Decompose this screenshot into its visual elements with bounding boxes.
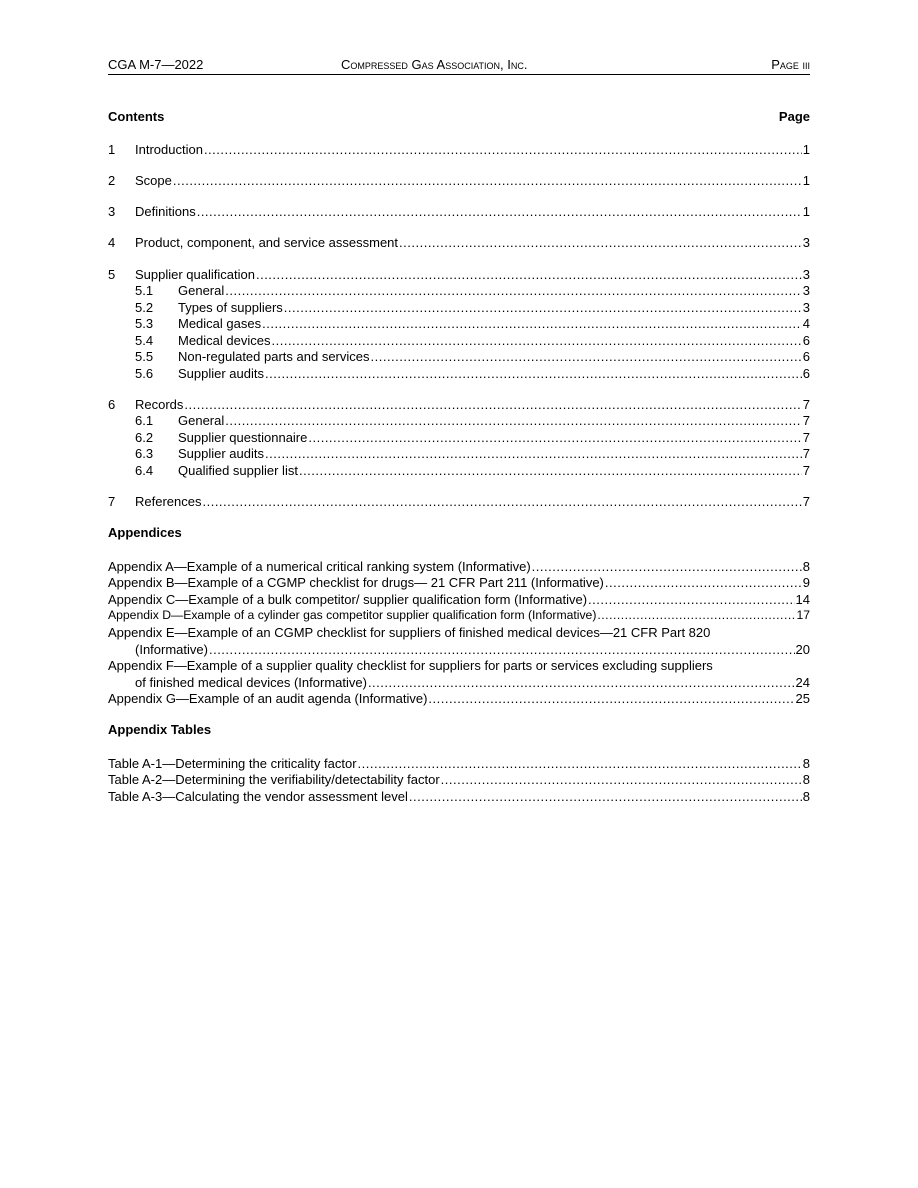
- toc-entry-page: 3: [802, 235, 810, 250]
- toc-entry[interactable]: [108, 348, 810, 365]
- toc-entry-number: 5: [108, 267, 116, 282]
- toc-entry-page: 7: [802, 397, 810, 412]
- dot-leader: [184, 396, 801, 413]
- toc-entry-number: 5.4: [135, 333, 154, 348]
- toc-entry[interactable]: [108, 771, 810, 788]
- dot-leader: [532, 558, 802, 575]
- toc-entry[interactable]: [108, 641, 810, 658]
- toc-entry-page: 7: [802, 413, 810, 428]
- toc-entry-title: Product, component, and service assessment: [135, 235, 399, 250]
- toc-entry-number: 5.5: [135, 349, 154, 364]
- toc-entry-title: Appendix G—Example of an audit agenda (Informative): [108, 691, 428, 706]
- toc-entry-number: 5.2: [135, 300, 154, 315]
- dot-leader: [225, 412, 802, 429]
- contents-title: Contents: [108, 109, 165, 124]
- toc-entry[interactable]: [108, 462, 810, 479]
- toc-entry-title: Types of suppliers: [178, 300, 283, 315]
- dot-leader: [399, 234, 802, 251]
- toc-entry-title: Medical gases: [178, 316, 262, 331]
- toc-entry[interactable]: [108, 315, 810, 332]
- page-column-title: Page: [778, 109, 810, 124]
- toc-entry-page: 8: [802, 756, 810, 771]
- toc-entry-title[interactable]: Appendix F—Example of a supplier quality checklist for suppliers for parts or services excluding suppliers: [108, 658, 713, 673]
- dot-leader: [409, 788, 802, 805]
- document-page: [108, 54, 810, 804]
- toc-entry-page: 17: [796, 608, 810, 622]
- toc-entry-title: Non-regulated parts and services: [178, 349, 370, 364]
- dot-leader: [358, 755, 802, 772]
- toc-entry-page: 1: [802, 204, 810, 219]
- toc-entry-page: 9: [802, 575, 810, 590]
- dot-leader: [441, 771, 802, 788]
- toc-entry-title: References: [135, 494, 202, 509]
- toc-entry-title: of finished medical devices (Informative): [135, 675, 367, 690]
- appendices-heading: Appendices: [108, 525, 182, 540]
- toc-entry-title: Scope: [135, 173, 172, 188]
- toc-entry[interactable]: [108, 203, 810, 220]
- toc-entry-page: 3: [802, 300, 810, 315]
- toc-entry[interactable]: [108, 591, 810, 608]
- toc-entry-page: 3: [802, 267, 810, 282]
- toc-entry-title[interactable]: Appendix E—Example of an CGMP checklist for suppliers of finished medical devices—21 CFR Part 820: [108, 625, 711, 640]
- appendix-tables-heading: Appendix Tables: [108, 722, 212, 737]
- toc-entry-page: 8: [802, 772, 810, 787]
- toc-entry-page: 1: [802, 142, 810, 157]
- dot-leader: [225, 282, 802, 299]
- toc-entry[interactable]: [108, 412, 810, 429]
- toc-entry-title: Appendix A—Example of a numerical critical ranking system (Informative): [108, 559, 531, 574]
- toc-entry[interactable]: [108, 558, 810, 575]
- dot-leader: [204, 141, 802, 158]
- dot-leader: [308, 429, 801, 446]
- dot-leader: [262, 315, 802, 332]
- contents-heading: [108, 109, 810, 127]
- toc-entry-title: Appendix C—Example of a bulk competitor/ supplier qualification form (Informative): [108, 592, 588, 607]
- toc-entry-number: 5.3: [135, 316, 154, 331]
- dot-leader: [588, 591, 794, 608]
- toc-entry-page: 1: [802, 173, 810, 188]
- toc-entry[interactable]: [108, 574, 810, 591]
- toc-entry-number: 7: [108, 494, 116, 509]
- toc-entry-title: Table A-1—Determining the criticality factor: [108, 756, 357, 771]
- doc-id: CGA M-7—2022: [108, 57, 204, 72]
- toc-entry-page: 25: [795, 691, 810, 706]
- dot-leader: [265, 445, 802, 462]
- toc-entry[interactable]: [108, 493, 810, 510]
- toc-entry[interactable]: [108, 674, 810, 691]
- toc-entry[interactable]: [108, 755, 810, 772]
- toc-entry-page: 3: [802, 283, 810, 298]
- dot-leader: [173, 172, 802, 189]
- dot-leader: [605, 574, 802, 591]
- toc-entry[interactable]: [108, 396, 810, 413]
- toc-entry-title: General: [178, 283, 225, 298]
- toc-entry-title: Supplier qualification: [135, 267, 255, 282]
- toc-entry-title: Supplier audits: [178, 366, 264, 381]
- dot-leader: [209, 641, 795, 658]
- toc-entry[interactable]: [108, 282, 810, 299]
- toc-entry-title: Appendix B—Example of a CGMP checklist for drugs— 21 CFR Part 211 (Informative): [108, 575, 604, 590]
- toc-entry-number: 2: [108, 173, 116, 188]
- toc-entry-number: 4: [108, 235, 116, 250]
- toc-entry-page: 7: [802, 463, 810, 478]
- toc-entry-number: 3: [108, 204, 116, 219]
- toc-entry[interactable]: [108, 690, 810, 707]
- toc-entry[interactable]: [108, 607, 810, 624]
- toc-entry-page: 4: [802, 316, 810, 331]
- toc-entry-page: 8: [802, 789, 810, 804]
- toc-entry[interactable]: [108, 365, 810, 382]
- toc-entry[interactable]: [108, 172, 810, 189]
- toc-entry-page: 7: [802, 494, 810, 509]
- dot-leader: [597, 607, 795, 624]
- toc-entry-title: Qualified supplier list: [178, 463, 298, 478]
- dot-leader: [272, 332, 802, 349]
- toc-entry[interactable]: [108, 429, 810, 446]
- toc-entry-number: 5.6: [135, 366, 154, 381]
- toc-entry[interactable]: [108, 234, 810, 251]
- toc-entry-page: 8: [802, 559, 810, 574]
- dot-leader: [202, 493, 801, 510]
- toc-entry-title: Definitions: [135, 204, 196, 219]
- toc-entry[interactable]: [108, 141, 810, 158]
- toc-entry-page: 6: [802, 366, 810, 381]
- toc-entry[interactable]: [108, 788, 810, 805]
- toc-entry-title: Appendix D—Example of a cylinder gas competitor supplier qualification form (Informative): [108, 608, 597, 622]
- toc-entry-page: 6: [802, 349, 810, 364]
- toc-entry-title: Supplier audits: [178, 446, 264, 461]
- dot-leader: [256, 266, 802, 283]
- toc-entry-number: 6.4: [135, 463, 154, 478]
- toc-entry-title: Table A-3—Calculating the vendor assessment level: [108, 789, 408, 804]
- toc-entry-title: Table A-2—Determining the verifiability/detectability factor: [108, 772, 440, 787]
- toc-entry-number: 6.3: [135, 446, 154, 461]
- dot-leader: [265, 365, 802, 382]
- toc-entry-page: 20: [795, 642, 810, 657]
- dot-leader: [371, 348, 802, 365]
- organization-name: Compressed Gas Association, Inc.: [341, 57, 528, 72]
- toc-entry-title: Supplier questionnaire: [178, 430, 308, 445]
- toc-entry[interactable]: [108, 445, 810, 462]
- toc-entry-number: 6: [108, 397, 116, 412]
- toc-entry-title: Medical devices: [178, 333, 271, 348]
- toc-entry-number: 6.2: [135, 430, 154, 445]
- running-header: [108, 54, 810, 75]
- toc-entry-title: (Informative): [135, 642, 208, 657]
- toc-entry-page: 7: [802, 446, 810, 461]
- toc-entry-number: 6.1: [135, 413, 154, 428]
- toc-entry-number: 5.1: [135, 283, 154, 298]
- toc-entry-page: 14: [795, 592, 810, 607]
- toc-entry-page: 24: [795, 675, 810, 690]
- dot-leader: [368, 674, 795, 691]
- dot-leader: [299, 462, 802, 479]
- toc-entry-page: 6: [802, 333, 810, 348]
- toc-entry-title: General: [178, 413, 225, 428]
- toc-entry[interactable]: [108, 266, 810, 283]
- toc-entry-page: 7: [802, 430, 810, 445]
- page-number: Page iii: [771, 57, 810, 72]
- toc-entry-title: Records: [135, 397, 184, 412]
- toc-entry[interactable]: [108, 332, 810, 349]
- dot-leader: [284, 299, 802, 316]
- toc-entry[interactable]: [108, 299, 810, 316]
- toc-entry-title: Introduction: [135, 142, 203, 157]
- dot-leader: [197, 203, 802, 220]
- dot-leader: [428, 690, 794, 707]
- toc-entry-number: 1: [108, 142, 116, 157]
